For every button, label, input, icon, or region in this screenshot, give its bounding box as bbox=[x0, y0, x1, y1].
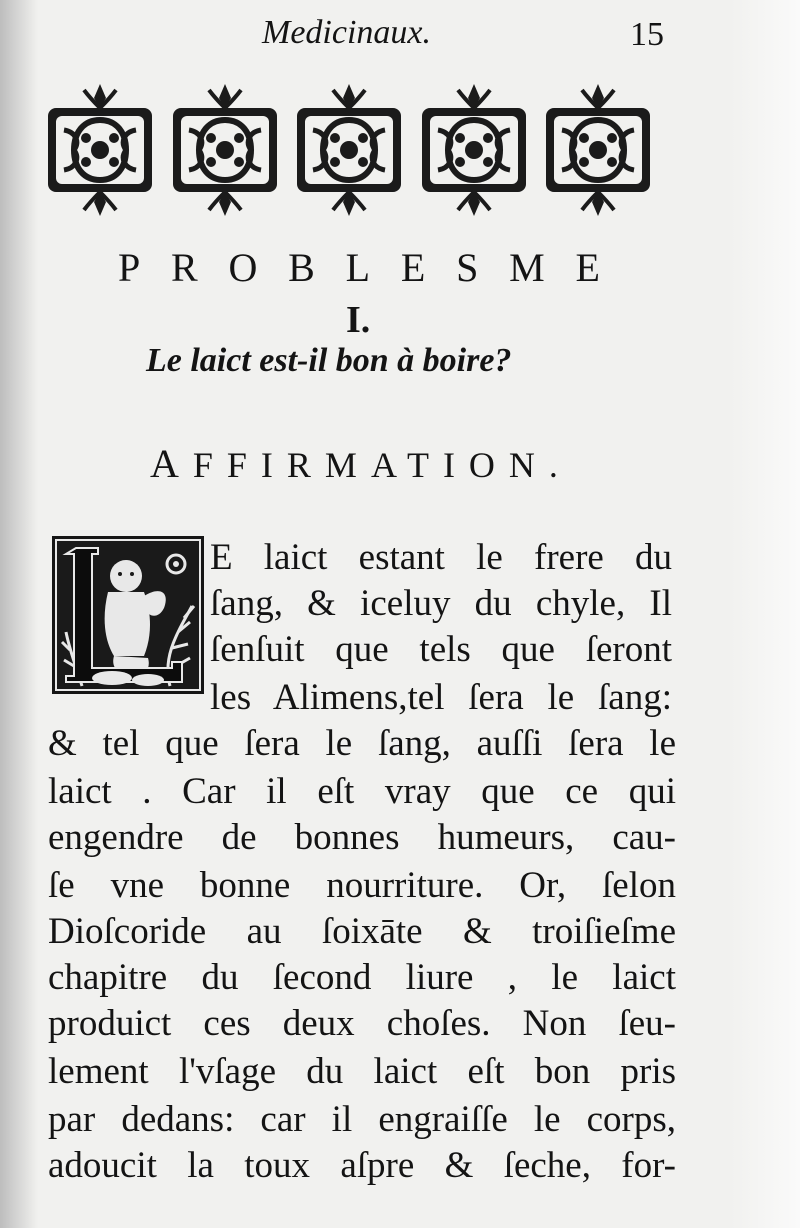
title-letter: E bbox=[400, 245, 444, 290]
text-line: ſang, & iceluy du chyle, Il bbox=[210, 583, 672, 624]
problem-number: I. bbox=[346, 299, 371, 341]
title-letter: R bbox=[171, 245, 216, 290]
text-line: ſenſuit que tels que ſeront bbox=[210, 629, 672, 670]
title-letter: P bbox=[118, 245, 159, 290]
text-line: ſe vne bonne nourriture. Or, ſelon bbox=[48, 865, 676, 906]
title-letter: S bbox=[456, 245, 497, 290]
text-line: les Alimens,tel ſera le ſang: bbox=[210, 677, 672, 718]
text-line: engendre de bonnes humeurs, cau- bbox=[48, 817, 676, 858]
text-line: & tel que ſera le ſang, auſſi ſera le bbox=[48, 723, 676, 764]
text-line: par dedans: car il engraiſſe le corps, bbox=[48, 1099, 676, 1140]
page-number: 15 bbox=[630, 16, 664, 53]
text-line: lement l'vſage du laict eſt bon pris bbox=[48, 1051, 676, 1092]
title-letter: B bbox=[288, 245, 333, 290]
text-line: laict . Car il eſt vray que ce qui bbox=[48, 771, 676, 812]
title-letter: E bbox=[575, 245, 618, 290]
section-heading-rest: FFIRMATION. bbox=[192, 445, 572, 485]
title-letter: M bbox=[509, 245, 563, 290]
text-line: produict ces deux choſes. Non ſeu- bbox=[48, 1003, 676, 1044]
problem-question: Le laict est-il bon à boire? bbox=[146, 342, 512, 379]
text-line: Dioſcoride au ſoixāte & troiſieſme bbox=[48, 911, 676, 952]
title-letter: L bbox=[345, 245, 389, 290]
section-heading-initial: A bbox=[150, 441, 193, 486]
text-line: adoucit la toux aſpre & ſeche, for- bbox=[48, 1145, 676, 1186]
text-line: chapitre du ſecond liure , le laict bbox=[48, 957, 676, 998]
text-line: E laict estant le frere du bbox=[210, 537, 672, 578]
running-title: Medicinaux. bbox=[262, 14, 431, 51]
title-letter: O bbox=[228, 245, 276, 290]
